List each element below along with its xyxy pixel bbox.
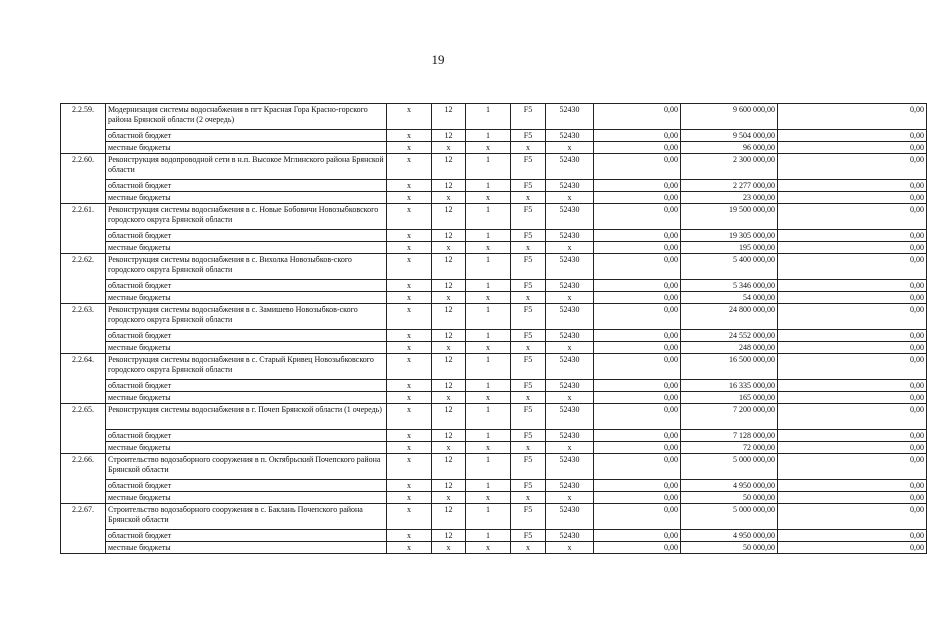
cell-col-8: 0,00 [594, 392, 681, 404]
cell-col-7: 52430 [546, 330, 594, 342]
cell-col-7: х [546, 542, 594, 554]
cell-col-9: 24 552 000,00 [681, 330, 778, 342]
cell-col-6: F5 [511, 330, 546, 342]
cell-col-7: 52430 [546, 280, 594, 292]
cell-col-10: 0,00 [778, 192, 927, 204]
cell-col-9: 9 600 000,00 [681, 104, 778, 130]
cell-col-7: х [546, 192, 594, 204]
table-row-regional [61, 380, 927, 392]
cell-col-10: 0,00 [778, 292, 927, 304]
table-row [61, 204, 927, 230]
cell-col-9: 50 000,00 [681, 492, 778, 504]
cell-col-7: 52430 [546, 480, 594, 492]
regional-budget-label: областной бюджет [106, 430, 387, 442]
cell-col-5: 1 [466, 430, 511, 442]
cell-col-10: 0,00 [778, 354, 927, 380]
cell-col-9: 16 500 000,00 [681, 354, 778, 380]
cell-col-10: 0,00 [778, 454, 927, 480]
cell-col-7: 52430 [546, 254, 594, 280]
cell-col-9: 5 400 000,00 [681, 254, 778, 280]
cell-col-7: 52430 [546, 230, 594, 242]
cell-col-7: 52430 [546, 530, 594, 542]
cell-col-4: 12 [432, 154, 466, 180]
cell-col-6: F5 [511, 530, 546, 542]
cell-col-8: 0,00 [594, 404, 681, 430]
object-name: Реконструкция системы водоснабжения в г. Почеп Брянской области (1 очередь) [106, 404, 387, 430]
cell-col-8: 0,00 [594, 154, 681, 180]
cell-col-3: х [387, 104, 432, 130]
cell-col-6: х [511, 392, 546, 404]
cell-col-9: 23 000,00 [681, 192, 778, 204]
cell-col-5: 1 [466, 480, 511, 492]
regional-budget-label: областной бюджет [106, 180, 387, 192]
cell-col-5: 1 [466, 204, 511, 230]
cell-col-5: 1 [466, 230, 511, 242]
cell-col-6: F5 [511, 304, 546, 330]
cell-col-10: 0,00 [778, 104, 927, 130]
table-row-regional [61, 280, 927, 292]
cell-col-8: 0,00 [594, 480, 681, 492]
local-budget-label: местные бюджеты [106, 442, 387, 454]
cell-col-4: х [432, 342, 466, 354]
table-row [61, 354, 927, 380]
cell-col-8: 0,00 [594, 204, 681, 230]
cell-col-3: х [387, 180, 432, 192]
cell-col-5: 1 [466, 330, 511, 342]
cell-col-7: х [546, 392, 594, 404]
cell-col-8: 0,00 [594, 542, 681, 554]
cell-col-3: х [387, 242, 432, 254]
row-number: 2.2.66. [61, 454, 106, 504]
object-name: Реконструкция системы водоснабжения в с. Замишево Новозыбков-ского городского округа Брянской области [106, 304, 387, 330]
regional-budget-label: областной бюджет [106, 480, 387, 492]
cell-col-3: х [387, 354, 432, 380]
cell-col-4: 12 [432, 404, 466, 430]
cell-col-3: х [387, 530, 432, 542]
cell-col-5: 1 [466, 404, 511, 430]
cell-col-3: х [387, 130, 432, 142]
cell-col-3: х [387, 292, 432, 304]
cell-col-3: х [387, 330, 432, 342]
cell-col-8: 0,00 [594, 230, 681, 242]
cell-col-4: 12 [432, 104, 466, 130]
object-name: Строительство водозаборного сооружения в с. Баклань Почепского района Брянской области [106, 504, 387, 530]
cell-col-3: х [387, 254, 432, 280]
table-row-local [61, 392, 927, 404]
cell-col-5: 1 [466, 304, 511, 330]
table-row-local [61, 142, 927, 154]
cell-col-7: 52430 [546, 430, 594, 442]
cell-col-6: х [511, 142, 546, 154]
cell-col-9: 72 000,00 [681, 442, 778, 454]
cell-col-4: 12 [432, 380, 466, 392]
cell-col-3: х [387, 280, 432, 292]
cell-col-4: 12 [432, 480, 466, 492]
regional-budget-label: областной бюджет [106, 530, 387, 542]
cell-col-5: х [466, 492, 511, 504]
cell-col-5: х [466, 192, 511, 204]
cell-col-9: 5 000 000,00 [681, 454, 778, 480]
table-row-regional [61, 430, 927, 442]
table-row-regional [61, 130, 927, 142]
cell-col-8: 0,00 [594, 104, 681, 130]
cell-col-4: х [432, 192, 466, 204]
local-budget-label: местные бюджеты [106, 142, 387, 154]
cell-col-8: 0,00 [594, 342, 681, 354]
cell-col-7: 52430 [546, 380, 594, 392]
table-row [61, 304, 927, 330]
object-name: Реконструкция системы водоснабжения в с. Новые Бобовичи Новозыбковского городского округа Брянской области [106, 204, 387, 230]
cell-col-6: F5 [511, 204, 546, 230]
cell-col-10: 0,00 [778, 204, 927, 230]
cell-col-9: 9 504 000,00 [681, 130, 778, 142]
regional-budget-label: областной бюджет [106, 230, 387, 242]
cell-col-4: 12 [432, 304, 466, 330]
cell-col-9: 4 950 000,00 [681, 530, 778, 542]
page-number: 19 [431, 52, 445, 67]
cell-col-6: х [511, 342, 546, 354]
object-name: Реконструкция системы водоснабжения в с. Старый Кривец Новозыбковского городского округа Брянской области [106, 354, 387, 380]
local-budget-label: местные бюджеты [106, 492, 387, 504]
cell-col-8: 0,00 [594, 304, 681, 330]
cell-col-5: х [466, 392, 511, 404]
cell-col-6: F5 [511, 504, 546, 530]
cell-col-6: х [511, 192, 546, 204]
budget-table [60, 103, 927, 554]
table-row-local [61, 442, 927, 454]
local-budget-label: местные бюджеты [106, 192, 387, 204]
cell-col-4: х [432, 442, 466, 454]
cell-col-8: 0,00 [594, 492, 681, 504]
cell-col-10: 0,00 [778, 542, 927, 554]
cell-col-5: х [466, 142, 511, 154]
cell-col-5: 1 [466, 180, 511, 192]
cell-col-5: 1 [466, 254, 511, 280]
cell-col-8: 0,00 [594, 430, 681, 442]
object-name: Модернизация системы водоснабжения в пгт Красная Гора Красно-горского района Брянской области (2 очередь) [106, 104, 387, 130]
cell-col-5: 1 [466, 130, 511, 142]
cell-col-7: 52430 [546, 304, 594, 330]
cell-col-5: х [466, 292, 511, 304]
cell-col-4: 12 [432, 454, 466, 480]
cell-col-3: х [387, 504, 432, 530]
cell-col-4: 12 [432, 504, 466, 530]
cell-col-9: 19 500 000,00 [681, 204, 778, 230]
regional-budget-label: областной бюджет [106, 380, 387, 392]
table-row-regional [61, 530, 927, 542]
cell-col-5: 1 [466, 454, 511, 480]
cell-col-5: х [466, 342, 511, 354]
cell-col-6: F5 [511, 404, 546, 430]
regional-budget-label: областной бюджет [106, 280, 387, 292]
cell-col-4: 12 [432, 130, 466, 142]
table-row-local [61, 492, 927, 504]
cell-col-9: 5 000 000,00 [681, 504, 778, 530]
cell-col-5: х [466, 542, 511, 554]
cell-col-7: х [546, 442, 594, 454]
cell-col-10: 0,00 [778, 504, 927, 530]
cell-col-3: х [387, 480, 432, 492]
table-row-local [61, 292, 927, 304]
cell-col-10: 0,00 [778, 180, 927, 192]
cell-col-4: х [432, 392, 466, 404]
table-row [61, 104, 927, 130]
table-body [61, 104, 927, 554]
local-budget-label: местные бюджеты [106, 542, 387, 554]
cell-col-6: F5 [511, 180, 546, 192]
cell-col-9: 96 000,00 [681, 142, 778, 154]
cell-col-3: х [387, 430, 432, 442]
cell-col-8: 0,00 [594, 254, 681, 280]
cell-col-9: 248 000,00 [681, 342, 778, 354]
cell-col-10: 0,00 [778, 242, 927, 254]
cell-col-8: 0,00 [594, 180, 681, 192]
cell-col-6: х [511, 542, 546, 554]
cell-col-8: 0,00 [594, 504, 681, 530]
cell-col-9: 4 950 000,00 [681, 480, 778, 492]
row-number: 2.2.67. [61, 504, 106, 554]
cell-col-4: 12 [432, 180, 466, 192]
cell-col-10: 0,00 [778, 342, 927, 354]
cell-col-6: х [511, 492, 546, 504]
cell-col-6: F5 [511, 354, 546, 380]
cell-col-10: 0,00 [778, 492, 927, 504]
cell-col-5: 1 [466, 280, 511, 292]
cell-col-8: 0,00 [594, 530, 681, 542]
cell-col-10: 0,00 [778, 254, 927, 280]
table-row-regional [61, 180, 927, 192]
row-number: 2.2.63. [61, 304, 106, 354]
cell-col-7: х [546, 492, 594, 504]
cell-col-10: 0,00 [778, 430, 927, 442]
cell-col-7: х [546, 142, 594, 154]
cell-col-6: F5 [511, 254, 546, 280]
cell-col-4: х [432, 492, 466, 504]
cell-col-8: 0,00 [594, 130, 681, 142]
table-row-regional [61, 330, 927, 342]
cell-col-8: 0,00 [594, 142, 681, 154]
cell-col-9: 19 305 000,00 [681, 230, 778, 242]
table-row-local [61, 192, 927, 204]
cell-col-6: F5 [511, 130, 546, 142]
table-row [61, 454, 927, 480]
cell-col-6: F5 [511, 454, 546, 480]
local-budget-label: местные бюджеты [106, 392, 387, 404]
cell-col-4: 12 [432, 530, 466, 542]
cell-col-3: х [387, 454, 432, 480]
cell-col-6: х [511, 292, 546, 304]
regional-budget-label: областной бюджет [106, 130, 387, 142]
cell-col-3: х [387, 342, 432, 354]
cell-col-8: 0,00 [594, 380, 681, 392]
cell-col-8: 0,00 [594, 192, 681, 204]
cell-col-9: 5 346 000,00 [681, 280, 778, 292]
local-budget-label: местные бюджеты [106, 242, 387, 254]
cell-col-5: 1 [466, 104, 511, 130]
cell-col-8: 0,00 [594, 354, 681, 380]
table-row [61, 154, 927, 180]
cell-col-9: 24 800 000,00 [681, 304, 778, 330]
table-row-regional [61, 230, 927, 242]
cell-col-10: 0,00 [778, 304, 927, 330]
cell-col-10: 0,00 [778, 154, 927, 180]
cell-col-5: 1 [466, 530, 511, 542]
cell-col-6: F5 [511, 230, 546, 242]
cell-col-4: х [432, 542, 466, 554]
cell-col-6: х [511, 442, 546, 454]
cell-col-6: F5 [511, 480, 546, 492]
cell-col-9: 195 000,00 [681, 242, 778, 254]
table-row-regional [61, 480, 927, 492]
cell-col-8: 0,00 [594, 454, 681, 480]
row-number: 2.2.60. [61, 154, 106, 204]
cell-col-9: 2 300 000,00 [681, 154, 778, 180]
cell-col-5: 1 [466, 380, 511, 392]
cell-col-10: 0,00 [778, 442, 927, 454]
cell-col-4: 12 [432, 430, 466, 442]
cell-col-9: 7 200 000,00 [681, 404, 778, 430]
table-row [61, 404, 927, 430]
cell-col-6: F5 [511, 280, 546, 292]
object-name: Строительство водозаборного сооружения в п. Октябрьский Почепского района Брянской области [106, 454, 387, 480]
row-number: 2.2.64. [61, 354, 106, 404]
cell-col-7: 52430 [546, 404, 594, 430]
cell-col-9: 165 000,00 [681, 392, 778, 404]
table-row-local [61, 342, 927, 354]
cell-col-3: х [387, 192, 432, 204]
cell-col-3: х [387, 442, 432, 454]
cell-col-9: 7 128 000,00 [681, 430, 778, 442]
cell-col-7: 52430 [546, 454, 594, 480]
cell-col-7: 52430 [546, 130, 594, 142]
cell-col-5: 1 [466, 154, 511, 180]
cell-col-3: х [387, 492, 432, 504]
cell-col-7: х [546, 292, 594, 304]
cell-col-10: 0,00 [778, 330, 927, 342]
cell-col-3: х [387, 304, 432, 330]
cell-col-6: х [511, 242, 546, 254]
cell-col-4: 12 [432, 330, 466, 342]
cell-col-10: 0,00 [778, 380, 927, 392]
cell-col-10: 0,00 [778, 480, 927, 492]
cell-col-10: 0,00 [778, 392, 927, 404]
cell-col-3: х [387, 542, 432, 554]
cell-col-9: 2 277 000,00 [681, 180, 778, 192]
cell-col-3: х [387, 230, 432, 242]
cell-col-3: х [387, 154, 432, 180]
cell-col-7: х [546, 242, 594, 254]
cell-col-4: х [432, 142, 466, 154]
cell-col-10: 0,00 [778, 142, 927, 154]
cell-col-10: 0,00 [778, 280, 927, 292]
cell-col-5: х [466, 442, 511, 454]
cell-col-8: 0,00 [594, 280, 681, 292]
cell-col-10: 0,00 [778, 230, 927, 242]
cell-col-7: 52430 [546, 104, 594, 130]
cell-col-8: 0,00 [594, 330, 681, 342]
cell-col-7: 52430 [546, 504, 594, 530]
cell-col-6: F5 [511, 104, 546, 130]
cell-col-3: х [387, 380, 432, 392]
row-number: 2.2.65. [61, 404, 106, 454]
cell-col-8: 0,00 [594, 292, 681, 304]
cell-col-9: 50 000,00 [681, 542, 778, 554]
cell-col-6: F5 [511, 380, 546, 392]
cell-col-8: 0,00 [594, 442, 681, 454]
local-budget-label: местные бюджеты [106, 292, 387, 304]
cell-col-9: 16 335 000,00 [681, 380, 778, 392]
cell-col-4: 12 [432, 354, 466, 380]
cell-col-7: 52430 [546, 180, 594, 192]
cell-col-5: 1 [466, 504, 511, 530]
cell-col-4: х [432, 242, 466, 254]
cell-col-4: 12 [432, 254, 466, 280]
row-number: 2.2.61. [61, 204, 106, 254]
cell-col-4: 12 [432, 230, 466, 242]
cell-col-5: х [466, 242, 511, 254]
cell-col-7: 52430 [546, 154, 594, 180]
cell-col-3: х [387, 392, 432, 404]
table-row [61, 254, 927, 280]
cell-col-10: 0,00 [778, 404, 927, 430]
local-budget-label: местные бюджеты [106, 342, 387, 354]
table-row [61, 504, 927, 530]
row-number: 2.2.62. [61, 254, 106, 304]
cell-col-3: х [387, 142, 432, 154]
cell-col-10: 0,00 [778, 530, 927, 542]
cell-col-7: 52430 [546, 204, 594, 230]
cell-col-7: х [546, 342, 594, 354]
regional-budget-label: областной бюджет [106, 330, 387, 342]
cell-col-3: х [387, 204, 432, 230]
cell-col-4: х [432, 292, 466, 304]
cell-col-5: 1 [466, 354, 511, 380]
cell-col-4: 12 [432, 204, 466, 230]
table-row-local [61, 242, 927, 254]
row-number: 2.2.59. [61, 104, 106, 154]
cell-col-10: 0,00 [778, 130, 927, 142]
cell-col-6: F5 [511, 154, 546, 180]
cell-col-4: 12 [432, 280, 466, 292]
cell-col-3: х [387, 404, 432, 430]
cell-col-6: F5 [511, 430, 546, 442]
object-name: Реконструкция системы водоснабжения в с. Вихолка Новозыбков-ского городского округа Брянской области [106, 254, 387, 280]
cell-col-8: 0,00 [594, 242, 681, 254]
table-row-local [61, 542, 927, 554]
object-name: Реконструкция водопроводной сети в н.п. Высокое Мглинского района Брянской области [106, 154, 387, 180]
cell-col-7: 52430 [546, 354, 594, 380]
cell-col-9: 54 000,00 [681, 292, 778, 304]
